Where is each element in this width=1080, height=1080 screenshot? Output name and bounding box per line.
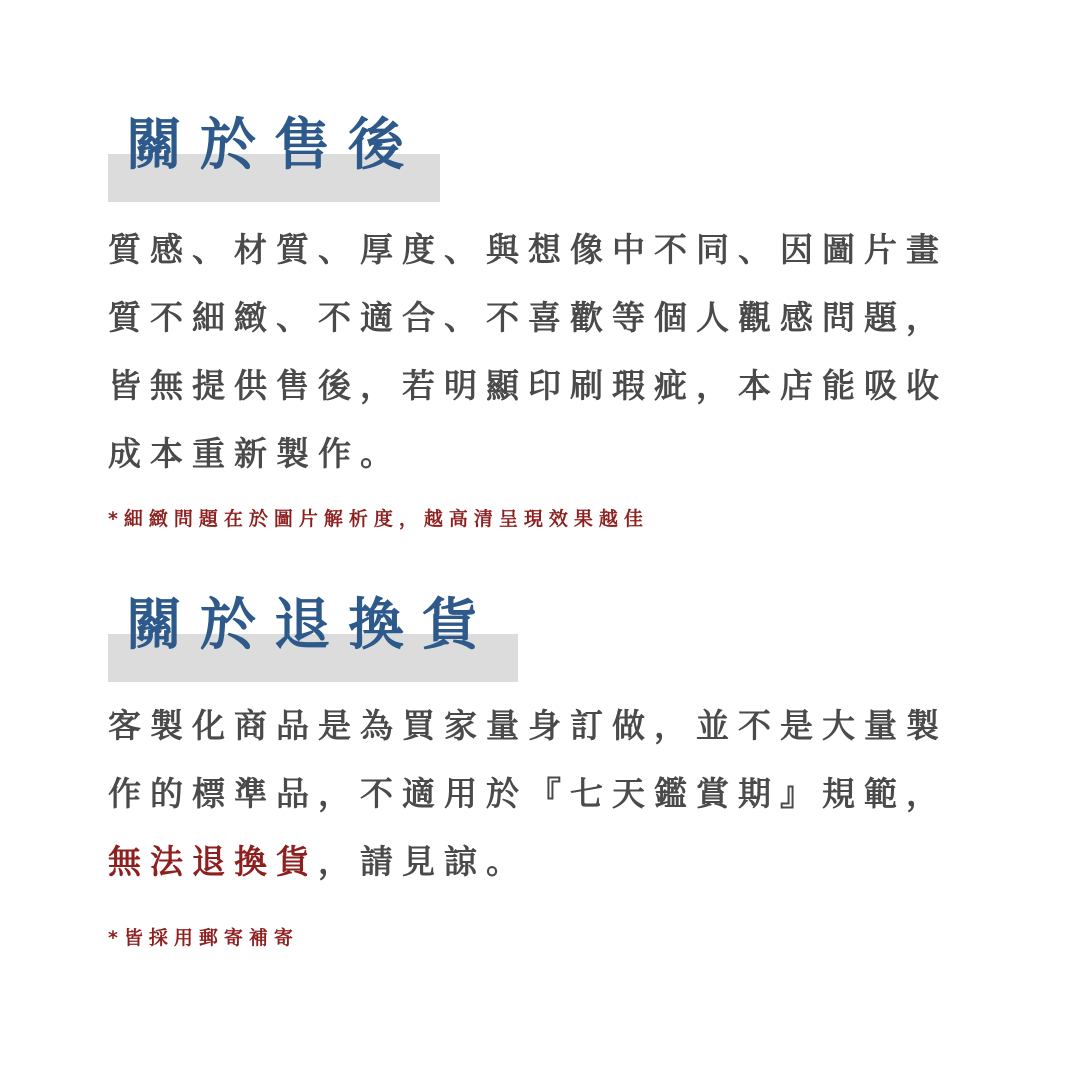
after-sales-footnote: *細緻問題在於圖片解析度，越高清呈現效果越佳	[108, 508, 649, 530]
paragraph-line: 皆無提供售後，若明顯印刷瑕疵，本店能吸收	[108, 366, 948, 405]
paragraph-line: 作的標準品，不適用於『七天鑑賞期』規範，	[108, 774, 948, 813]
after-sales-paragraph	[108, 216, 988, 488]
paragraph-line: 客製化商品是為買家量身訂做，並不是大量製	[108, 706, 948, 745]
section-heading-after-sales	[108, 110, 440, 202]
paragraph-line: 質感、材質、厚度、與想像中不同、因圖片畫	[108, 230, 948, 269]
paragraph-line: 質不細緻、不適合、不喜歡等個人觀感問題，	[108, 298, 948, 337]
returns-paragraph	[108, 692, 988, 896]
paragraph-line-last	[108, 828, 988, 896]
paragraph-line: 成本重新製作。	[108, 434, 402, 473]
section-heading-returns	[108, 590, 518, 682]
paragraph-line-rest: ，請見諒。	[318, 842, 528, 881]
no-returns-highlight: 無法退換貨	[108, 842, 318, 881]
returns-footnote: *皆採用郵寄補寄	[108, 927, 299, 949]
heading-title: 關於售後	[126, 113, 422, 178]
heading-title: 關於退換貨	[126, 593, 496, 658]
